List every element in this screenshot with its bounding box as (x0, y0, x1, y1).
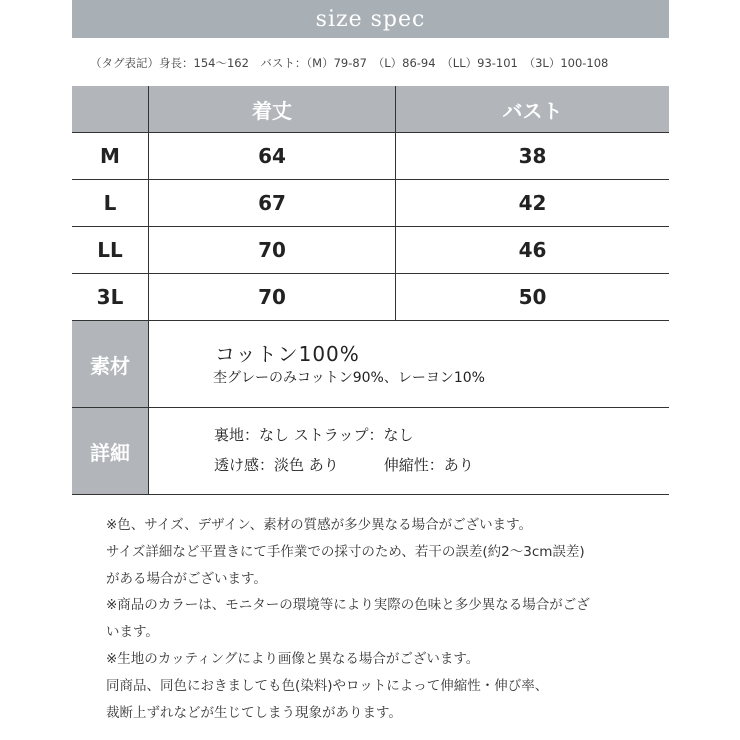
note-line: ※生地のカッティングにより画像と異なる場合がございます。 (106, 650, 480, 667)
note-line: がある場合がございます。 (106, 570, 267, 587)
details-line-1: 裏地：なし ストラップ：なし (214, 426, 414, 444)
length-value: 64 (149, 133, 396, 179)
bust-value: 38 (518, 144, 547, 168)
details-row (72, 408, 669, 495)
details-label: 詳細 (72, 408, 149, 494)
bust-value: 46 (518, 238, 547, 262)
bust-value: 50 (518, 285, 547, 309)
page-title: size spec (315, 6, 426, 32)
size-label: LL (72, 227, 149, 273)
material-main-text: コットン100% (215, 342, 360, 366)
length-value: 70 (149, 227, 396, 273)
header-corner-cell (72, 86, 149, 132)
table-row (72, 274, 669, 321)
material-label: 素材 (72, 321, 149, 407)
length-value: 70 (149, 274, 396, 320)
tag-sizes-line: （タグ表記）身長：154〜162 バスト：（M）79-87 （L）86-94 （LL）93-101 （3L）100-108 (90, 56, 609, 70)
material-sub-text: 杢グレーのみコットン90%、レーヨン10% (213, 370, 485, 386)
size-label: L (72, 180, 149, 226)
notes-block (106, 512, 686, 726)
note-line: サイズ詳細など平置きにて手作業での採寸のため、若干の誤差(約2〜3cm誤差) (106, 543, 585, 560)
length-value: 67 (149, 180, 396, 226)
note-line: います。 (106, 624, 159, 641)
table-row (72, 180, 669, 227)
header-length: 着丈 (149, 86, 396, 132)
bust-value: 42 (518, 191, 547, 215)
note-line: ※商品のカラーは、モニターの環境等により実際の色味と多少異なる場合がござ (106, 597, 590, 614)
material-row (72, 321, 669, 408)
note-line: ※色、サイズ、デザイン、素材の質感が多少異なる場合がございます。 (106, 517, 533, 533)
note-line: 裁断上ずれなどが生じてしまう現象があります。 (106, 704, 402, 721)
title-banner (72, 0, 669, 38)
details-line-2: 透け感：淡色 あり 伸縮性：あり (214, 456, 474, 474)
table-row (72, 133, 669, 180)
size-label: 3L (72, 274, 149, 320)
size-label: M (72, 133, 149, 179)
note-line: 同商品、同色におきましても色(染料)やロットによって伸縮性・伸び率、 (106, 677, 549, 694)
size-table-header (72, 86, 669, 133)
table-row (72, 227, 669, 274)
header-bust: バスト (502, 98, 563, 123)
